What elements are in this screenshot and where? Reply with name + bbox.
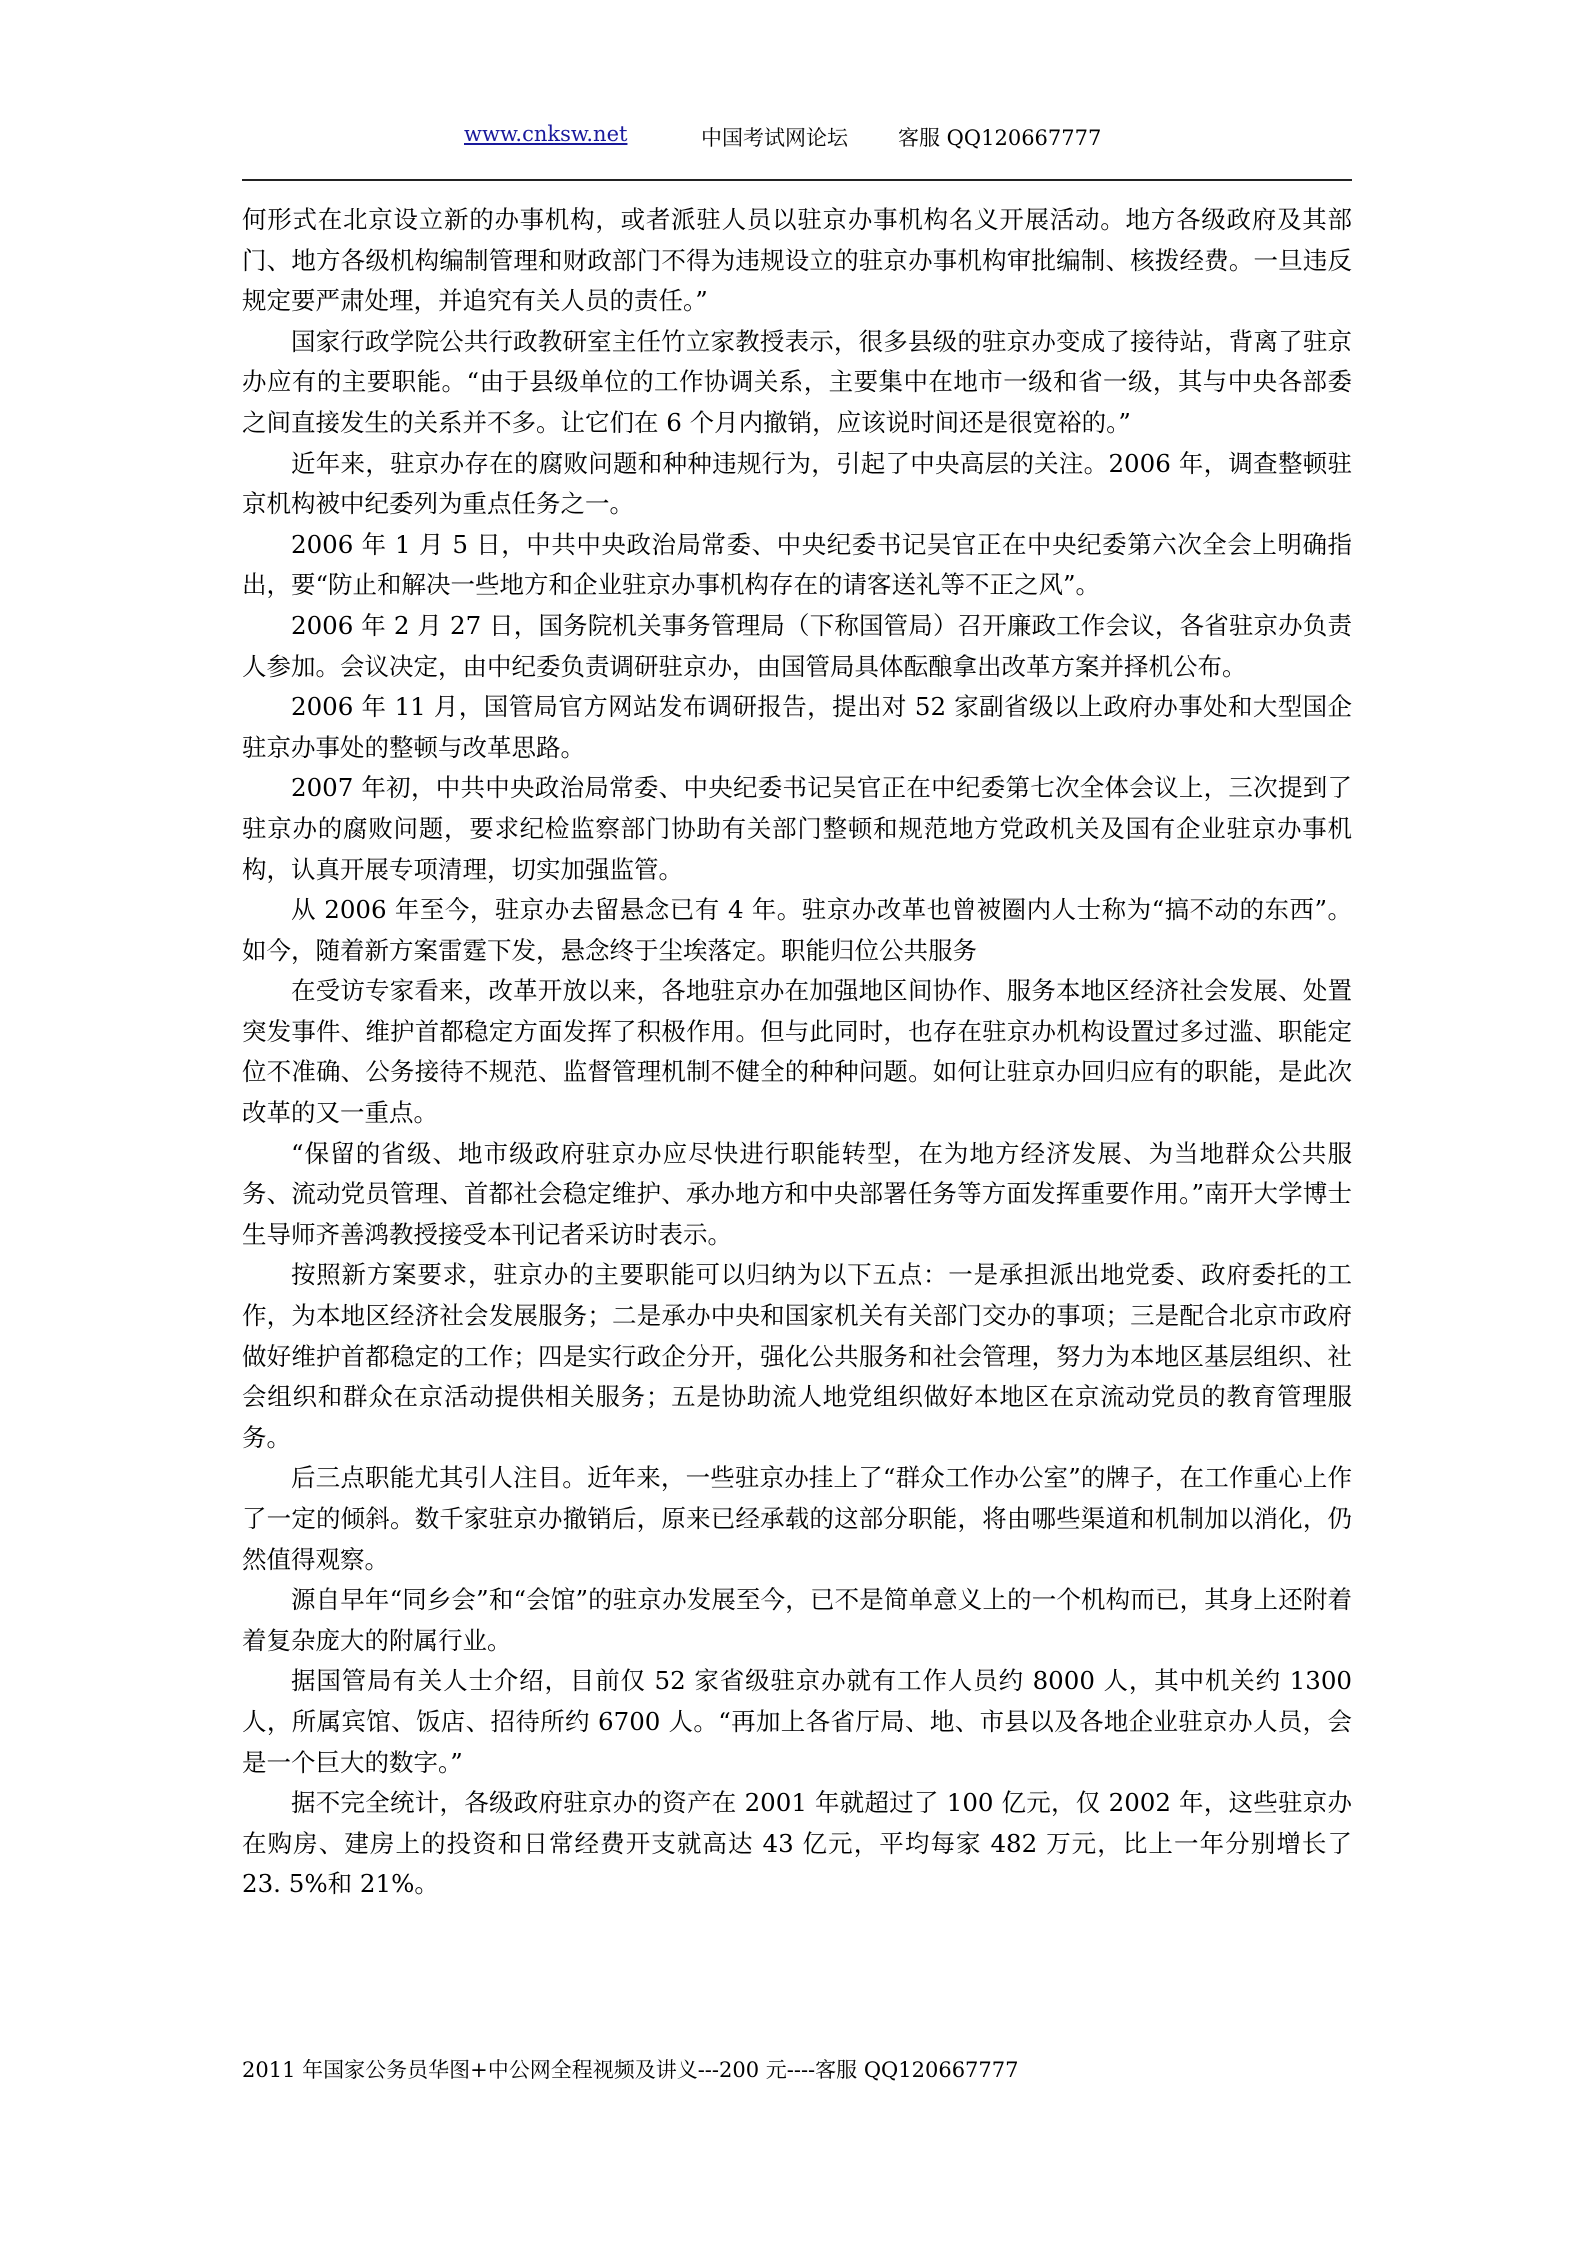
paragraph: 据不完全统计，各级政府驻京办的资产在 2001 年就超过了 100 亿元，仅 2002 年，这些驻京办在购房、建房上的投资和日常经费开支就高达 43 亿元，平均每家 482 万元，比上一年分别增长了 23. 5%和 21%。 xyxy=(242,1788,1352,1899)
header-divider xyxy=(242,179,1352,181)
paragraph: “保留的省级、地市级政府驻京办应尽快进行职能转型，在为地方经济发展、为当地群众公共服务、流动党员管理、首都社会稳定维护、承办地方和中央部署任务等方面发挥重要作用。”南开大学博士生导师齐善鸿教授接受本刊记者采访时表示。 xyxy=(242,1138,1352,1249)
forum-name: 中国考试网论坛 xyxy=(701,126,848,150)
paragraph: 按照新方案要求，驻京办的主要职能可以归纳为以下五点：一是承担派出地党委、政府委托的工作，为本地区经济社会发展服务；二是承办中央和国家机关有关部门交办的事项；三是配合北京市政府做好维护首都稳定的工作；四是实行政企分开，强化公共服务和社会管理，努力为本地区基层组织、社会组织和群众在京活动提供相关服务；五是协助流人地党组织做好本地区在京流动党员的教育管理服务。 xyxy=(242,1260,1352,1452)
site-link[interactable]: www.cnksw.net xyxy=(464,122,628,146)
paragraph: 源自早年“同乡会”和“会馆”的驻京办发展至今，已不是简单意义上的一个机构而已，其身上还附着着复杂庞大的附属行业。 xyxy=(242,1585,1352,1655)
page-footer: 2011 年国家公务员华图+中公网全程视频及讲义---200 元----客服 QQ120667777 xyxy=(242,2058,1019,2082)
paragraph: 2006 年 2 月 27 日，国务院机关事务管理局（下称国管局）召开廉政工作会议，各省驻京办负责人参加。会议决定，由中纪委负责调研驻京办，由国管局具体酝酿拿出改革方案并择机公布。 xyxy=(242,610,1352,681)
paragraph: 在受访专家看来，改革开放以来，各地驻京办在加强地区间协作、服务本地区经济社会发展、处置突发事件、维护首都稳定方面发挥了积极作用。但与此同时，也存在驻京办机构设置过多过滥、职能定位不准确、公务接待不规范、监督管理机制不健全的种种问题。如何让驻京办回归应有的职能，是此次改革的又一重点。 xyxy=(242,976,1352,1128)
paragraph: 国家行政学院公共行政教研室主任竹立家教授表示，很多县级的驻京办变成了接待站，背离了驻京办应有的主要职能。“由于县级单位的工作协调关系，主要集中在地市一级和省一级，其与中央各部委之间直接发生的关系并不多。让它们在 6 个月内撤销，应该说时间还是很宽裕的。” xyxy=(242,326,1352,437)
paragraph: 何形式在北京设立新的办事机构，或者派驻人员以驻京办事机构名义开展活动。地方各级政府及其部门、地方各级机构编制管理和财政部门不得为违规设立的驻京办事机构审批编制、核拨经费。一旦违反规定要严肃处理，并追究有关人员的责任。” xyxy=(242,205,1352,316)
paragraph: 据国管局有关人士介绍，目前仅 52 家省级驻京办就有工作人员约 8000 人，其中机关约 1300 人，所属宾馆、饭店、招待所约 6700 人。“再加上各省厅局、地、市县以及各地企业驻京办人员，会是一个巨大的数字。” xyxy=(242,1666,1352,1777)
article-body xyxy=(242,200,1352,1905)
page-header xyxy=(0,122,1594,156)
paragraph: 从 2006 年至今，驻京办去留悬念已有 4 年。驻京办改革也曾被圈内人士称为“搞不动的东西”。如今，随着新方案雷霆下发，悬念终于尘埃落定。职能归位公共服务 xyxy=(242,895,1352,965)
paragraph: 近年来，驻京办存在的腐败问题和种种违规行为，引起了中央高层的关注。2006 年，调查整顿驻京机构被中纪委列为重点任务之一。 xyxy=(242,448,1352,519)
paragraph: 2007 年初，中共中央政治局常委、中央纪委书记吴官正在中纪委第七次全体会议上，三次提到了驻京办的腐败问题，要求纪检监察部门协助有关部门整顿和规范地方党政机关及国有企业驻京办事机构，认真开展专项清理，切实加强监管。 xyxy=(242,773,1352,884)
paragraph: 后三点职能尤其引人注目。近年来，一些驻京办挂上了“群众工作办公室”的牌子，在工作重心上作了一定的倾斜。数千家驻京办撤销后，原来已经承载的这部分职能，将由哪些渠道和机制加以消化，仍然值得观察。 xyxy=(242,1463,1352,1574)
paragraph: 2006 年 11 月，国管局官方网站发布调研报告，提出对 52 家副省级以上政府办事处和大型国企驻京办事处的整顿与改革思路。 xyxy=(242,692,1352,762)
service-contact: 客服 QQ120667777 xyxy=(898,126,1102,150)
paragraph: 2006 年 1 月 5 日，中共中央政治局常委、中央纪委书记吴官正在中央纪委第六次全会上明确指出，要“防止和解决一些地方和企业驻京办事机构存在的请客送礼等不正之风”。 xyxy=(242,529,1352,600)
